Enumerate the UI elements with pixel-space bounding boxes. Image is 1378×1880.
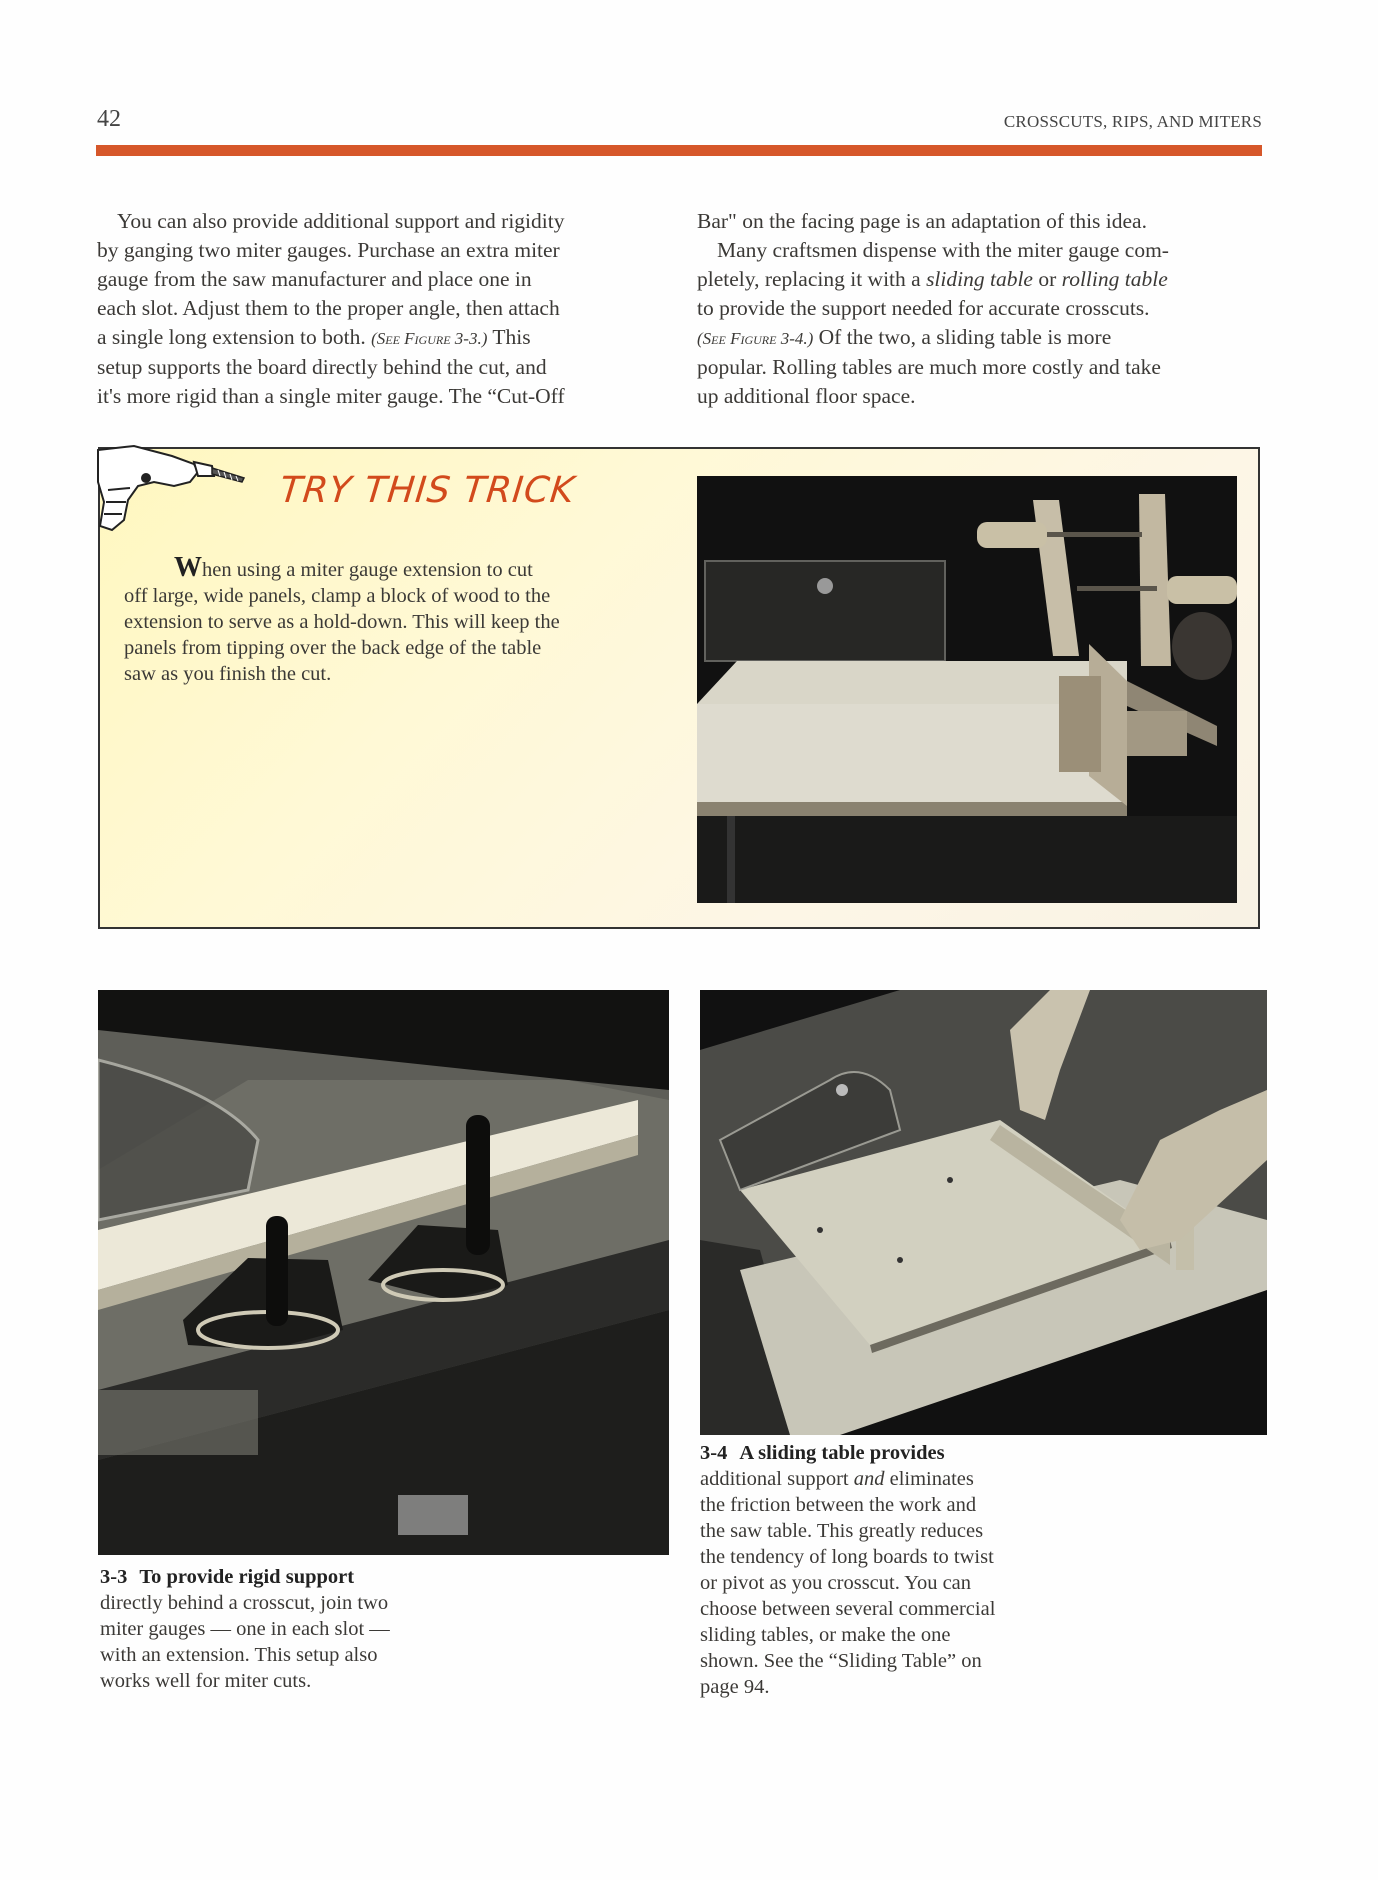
tip-line: extension to serve as a hold-down. This will keep the [124, 611, 560, 633]
caption-line: with an extension. This setup also [100, 1644, 378, 1666]
caption-emphasis: and [853, 1468, 885, 1490]
body-text: Of the two, a sliding table is more [813, 325, 1112, 349]
figure-3-3-caption [100, 1564, 520, 1694]
emphasis-term: rolling table [1061, 267, 1168, 291]
tip-line: saw as you finish the cut. [124, 663, 332, 685]
figure-3-4-photo [700, 990, 1267, 1435]
caption-line: sliding tables, or make the one [700, 1624, 951, 1646]
caption-line: choose between several commercial [700, 1598, 996, 1620]
figure-reference: (See Figure 3-3.) [371, 329, 488, 348]
figure-number: 3-4 [700, 1442, 728, 1464]
body-column-right [697, 207, 1257, 411]
body-line: Bar" on the facing page is an adaptation of this idea. [697, 209, 1147, 233]
figure-3-3-illustration [98, 990, 669, 1555]
caption-line [700, 1466, 1120, 1492]
caption-line: miter gauges — one in each slot — [100, 1618, 390, 1640]
body-line: You can also provide additional support and rigidity [117, 209, 565, 233]
tip-text-body: hen using a miter gauge extension to cut [202, 559, 533, 581]
tip-line: off large, wide panels, clamp a block of wood to the [124, 585, 551, 607]
figure-3-4-caption [700, 1440, 1120, 1700]
body-text: or [1032, 267, 1062, 291]
caption-heading-line [100, 1564, 520, 1590]
drop-cap: W [174, 552, 202, 583]
tip-title-word: TRY [277, 470, 355, 511]
body-line [697, 265, 1257, 294]
tip-line [124, 552, 664, 583]
tip-photo-illustration [697, 476, 1237, 903]
body-line [97, 323, 657, 353]
body-line: setup supports the board directly behind the cut, and [97, 355, 547, 379]
body-line: Many craftsmen dispense with the miter gauge com- [717, 238, 1169, 262]
caption-heading: A sliding table provides [739, 1442, 945, 1464]
figure-3-3-photo [98, 990, 669, 1555]
body-line: by ganging two miter gauges. Purchase an extra miter [97, 238, 560, 262]
tip-text [124, 552, 664, 687]
caption-line: works well for miter cuts. [100, 1670, 312, 1692]
caption-heading: To provide rigid support [139, 1566, 355, 1588]
body-line: up additional floor space. [697, 384, 916, 408]
caption-line: page 94. [700, 1676, 770, 1698]
body-text: a single long extension to both. [97, 325, 366, 349]
body-text: This [487, 325, 531, 349]
tip-photo [697, 476, 1237, 903]
hand-drill-icon [94, 442, 264, 542]
body-line: to provide the support needed for accurate crosscuts. [697, 296, 1150, 320]
caption-line: the friction between the work and [700, 1494, 977, 1516]
body-column-left [97, 207, 657, 411]
caption-line: directly behind a crosscut, join two [100, 1592, 389, 1614]
body-line: it's more rigid than a single miter gauge. The “Cut-Off [97, 384, 565, 408]
body-line: gauge from the saw manufacturer and place one in [97, 267, 532, 291]
caption-line: the tendency of long boards to twist [700, 1546, 994, 1568]
body-text: pletely, replacing it with a [697, 267, 927, 291]
caption-line: or pivot as you crosscut. You can [700, 1572, 972, 1594]
tip-title-word: TRICK [461, 470, 577, 511]
caption-heading-line [700, 1440, 1120, 1466]
tip-line: panels from tipping over the back edge of the table [124, 637, 542, 659]
tip-title [278, 470, 577, 511]
page-number: 42 [97, 106, 121, 132]
tip-title-word: THIS [362, 470, 454, 511]
figure-number: 3-3 [100, 1566, 128, 1588]
figure-reference: (See Figure 3-4.) [697, 329, 814, 348]
body-line: each slot. Adjust them to the proper angle, then attach [97, 296, 560, 320]
caption-text: eliminates [884, 1468, 974, 1490]
caption-line: the saw table. This greatly reduces [700, 1520, 984, 1542]
body-line: popular. Rolling tables are much more costly and take [697, 355, 1161, 379]
caption-text: additional support [700, 1468, 854, 1490]
header-rule [96, 145, 1262, 156]
figure-3-4-illustration [700, 990, 1267, 1435]
emphasis-term: sliding table [926, 267, 1033, 291]
body-line [697, 323, 1257, 353]
caption-line: shown. See the “Sliding Table” on [700, 1650, 982, 1672]
running-head: CROSSCUTS, RIPS, AND MITERS [1003, 112, 1262, 131]
